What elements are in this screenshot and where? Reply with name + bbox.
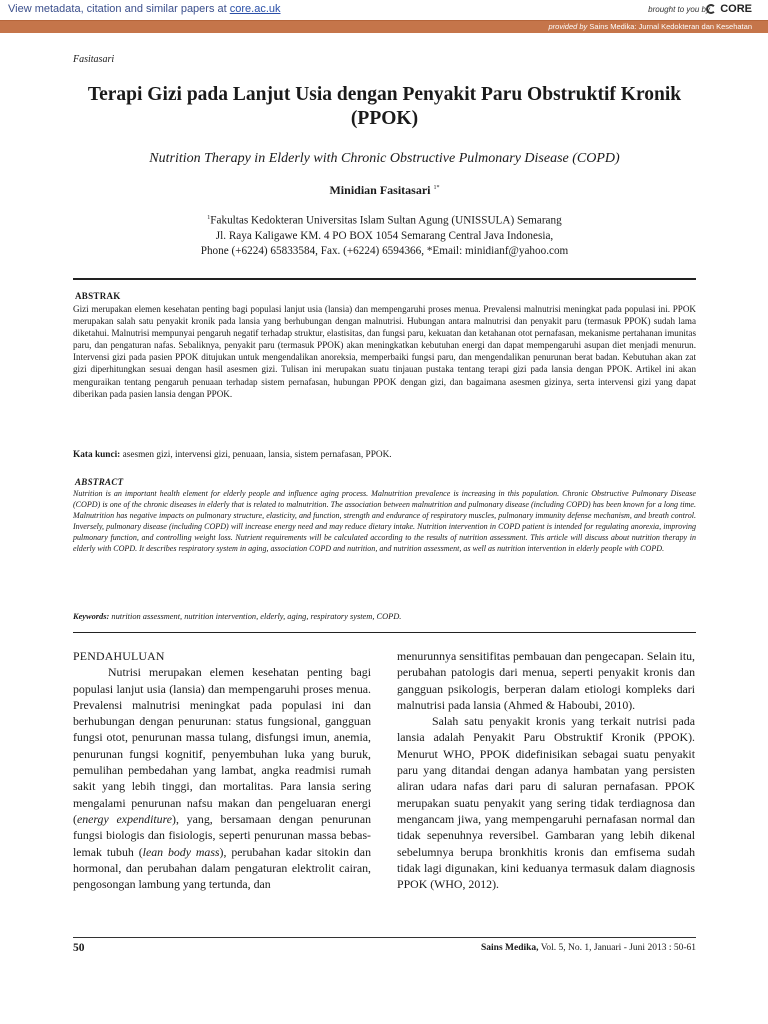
paper-title: Terapi Gizi pada Lanjut Usia dengan Penyakit Paru Obstruktif Kronik (PPOK) (87, 84, 682, 129)
column-left (73, 648, 371, 892)
intro-paragraph-2: Salah satu penyakit kronis yang terkait nutrisi pada lansia adalah Penyakit Paru Obstruktif Kronik (PPOK). Menurut WHO, PPOK didefinisikan sebagai suatu penyakit paru yang ditandai dengan adanya hambatan yang persisten aliran udara nafas dari paru di saluran pernafasan. PPOK merupakan suatu penyakit yang sering tidak terdiagnosa dan mengancam jiwa, yang mempengaruhi pernafasan normal dan tidak sepenuhnya reversibel. Gambaran yang lebih dikenal sebelumnya berupa bronkhitis kronis dan emfisema sudah tidak lagi digunakan, kini keduanya termasuk dalam diagnosis PPOK (WHO, 2012). (397, 714, 695, 892)
abstrak-body: Gizi merupakan elemen kesehatan penting bagi populasi lanjut usia (lansia) dan mempengaruhi proses menua. Prevalensi malnutrisi meningkat pada populasi ini. PPOK merupakan salah satu penyakit kronik pada lansia yang berhubungan dengan malnutrisi. Hubungan antara malnutrisi dan penyakit paru (termasuk PPOK) sudah lama diketahui. Malnutrisi mempunyai pengaruh negatif terhadap struktur, elastisitas, dan fungsi paru, kekuatan dan ketahanan otot pernafasan, mekanisme pertahanan imunitas paru, dan pengaturan nafas. Sebaliknya, penyakit paru (termasuk PPOK) akan meningkatkan kebutuhan energi dan dapat mempengaruhi asupan diet menjadi menurun. Intervensi gizi pada pasien PPOK ditujukan untuk mengendalikan anoreksia, memperbaiki fungsi paru, dan mengendalikan penurunan berat badan. Kebutuhan akan zat gizi diperhitungkan sesuai dengan hasil asesmen gizi. Tulisan ini merupakan suatu tinjauan pustaka tentang terapi gizi pada lansia dengan PPOK. Artikel ini akan menguraikan tentang pengaruh penuaan terhadap sistem pernafasan, hubungan PPOK dengan gizi, dan bagaimana asesmen gizinya, serta intervensi gizi yang dapat diberikan pada pasien lansia dengan PPOK. (73, 304, 696, 399)
provided-by-bar (0, 21, 768, 33)
footer-divider (73, 937, 696, 938)
kata-kunci: Kata kunci: asesmen gizi, intervensi gizi, penuaan, lansia, sistem pernafasan, PPOK. (73, 450, 392, 460)
affiliation: $^1$Fakultas Kedokteran Universitas Islam Sultan Agung (UNISSULA) Semarang Jl. Raya Kaligawe KM. 4 PO BOX 1054 Semarang Central Java Indonesia, Phone (+6224) 65833584, Fax. (+6224) 6594366, *Email: minidianf@yahoo.com (200, 214, 569, 258)
abstrak-heading: ABSTRAK (75, 291, 121, 301)
core-logo-text[interactable]: CORE (720, 3, 752, 15)
intro-paragraph-1-continued: menurunnya sensitifitas pembauan dan pengecapan. Selain itu, perubahan patologis dari menua, seperti penyakit kronis dan gangguan psikologis, berperan dalam etiologi kompleks dari malnutrisi pada lansia (Ahmed & Haboubi, 2010). (397, 649, 695, 712)
abstract-heading: ABSTRACT (75, 477, 124, 487)
keywords: Keywords: nutrition assessment, nutrition intervention, elderly, aging, respiratory system, COPD. (73, 612, 402, 621)
running-header: Fasitasari (73, 54, 115, 65)
author-name: Minidian Fasitasari $^{1*}$ (329, 183, 440, 197)
header-divider (73, 278, 696, 280)
core-ac-uk-link[interactable]: core.ac.uk (229, 3, 281, 15)
abstract-divider (73, 632, 696, 633)
core-logo-icon (706, 4, 716, 14)
page-number: 50 (73, 942, 85, 954)
intro-paragraph-1: Nutrisi merupakan elemen kesehatan penting bagi populasi lanjut usia (lansia) dan mempengaruhi proses menua. Prevalensi malnutrisi meningkat pada populasi ini dan berhubungan dengan penurunan: status fungsional, gangguan fungsi otot, penurunan massa tulang, disfungsi imun, anemia, penurunan fungsi kognitif, penyembuhan luka yang buruk, pemulihan pembedahan yang lambat, angka readmisi rumah sakit yang lebih tinggi, dan mortalitas. Para lansia sering mengalami penurunan nafsu makan dan pengeluaran energi (energy expenditure), yang, bersamaan dengan penurunan fungsi biologis dan fisiologis, seperti penurunan massa bebas-lemak tubuh (lean body mass), perubahan kadar sitokin dan hormonal, dan perubahan dalam pengaturan elektrolit cairan, pengosongan lambung yang tertunda, dan (73, 665, 372, 892)
abstract-body: Nutrition is an important health element for elderly people and influence aging process. Malnutrition prevalence is increasing in this population. Chronic Obstructive Pulmonary Disease (COPD) is one of the chronic diseases in elderly that is related to malnutrition. The association between malnutrition and pulmonary disease (including COPD) has been known for a long time. Malnutrition has negative impacts on pulmonary structure, elasticity, and function, strength and endurance of respiratory muscles, pulmonary immunity defense mechanism, and breath control. Inversely, pulmonary disease (including COPD) will increase energy need and may reduce dietary intake. Nutrition intervention in COPD patient is intended for regulating anorexia, improving pulmonary function, and controlling weight loss. Nutrient requirements will be calculated according to the results of nutrition assessment. This article will discuss about nutrition therapy in elderly with COPD. It describes respiratory system in aging, association COPD and nutrition, and nutrition assessment, as well as nutrition intervention in elderly people with COPD. (73, 489, 696, 553)
journal-citation: Sains Medika, Vol. 5, No. 1, Januari - Juni 2013 : 50-61 (481, 943, 696, 953)
paper-subtitle: Nutrition Therapy in Elderly with Chronic Obstructive Pulmonary Disease (COPD) (149, 151, 620, 166)
column-right (397, 648, 695, 892)
core-banner (0, 0, 768, 21)
brought-to-you-label: brought to you by (648, 5, 710, 14)
provided-by-text[interactable]: provided by Sains Medika: Jurnal Kedokteran dan Kesehatan (548, 22, 752, 31)
section-heading-pendahuluan: PENDAHULUAN (73, 649, 165, 663)
metadata-link[interactable]: View metadata, citation and similar papers at core.ac.uk (8, 3, 281, 15)
